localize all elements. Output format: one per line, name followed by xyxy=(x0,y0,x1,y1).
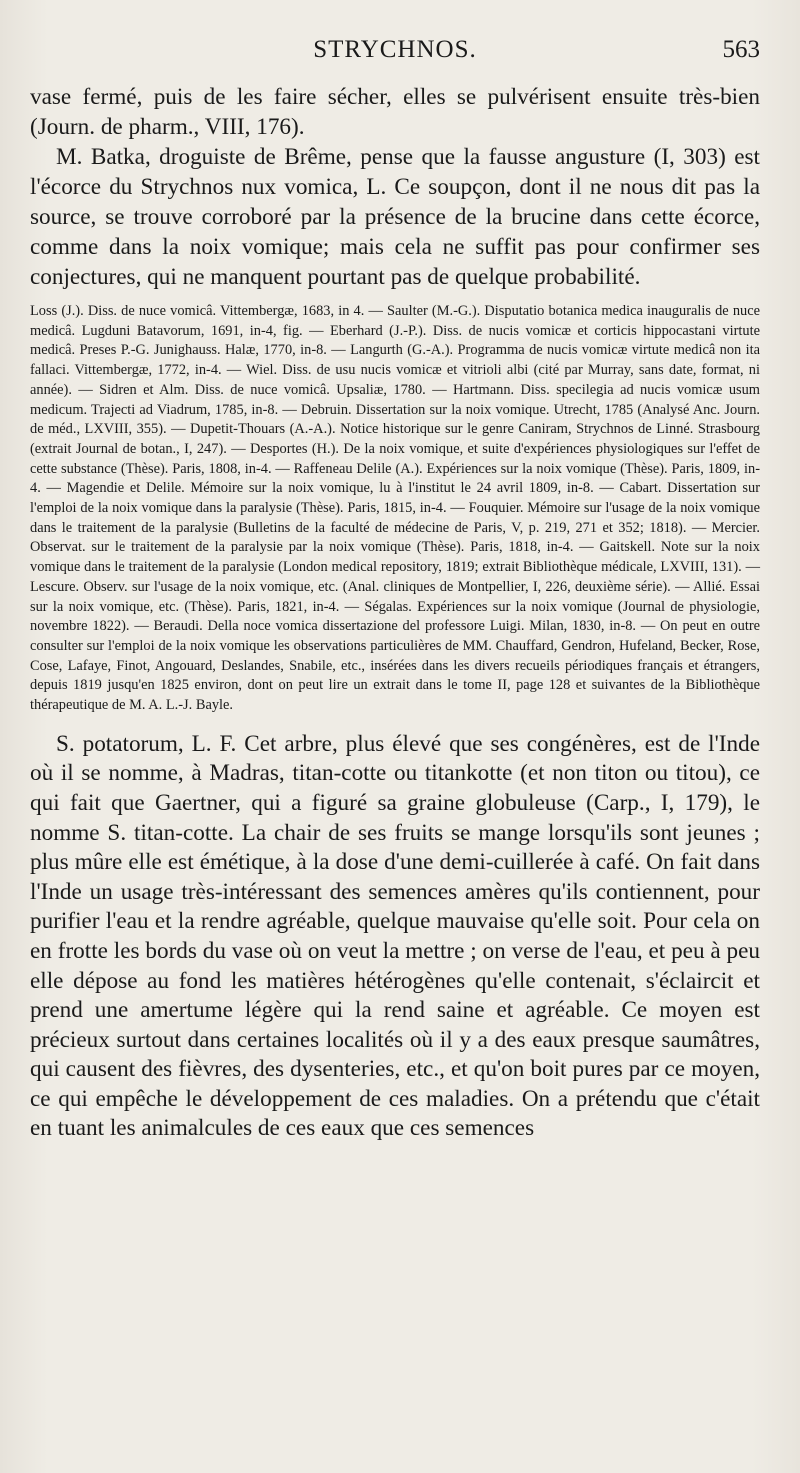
bibliography-text: Loss (J.). Diss. de nuce vomicâ. Vittembergæ, 1683, in 4. — Saulter (M.-G.). Disputatio botanica medica inauguralis de nuce medicâ. Lugduni Batavorum, 1691, in-4, fig. — Eberhard (J.-P.). Diss. de nucis vomicæ et corticis hippocastani virtute medicâ. Preses P.-G. Junighauss. Halæ, 1770, in-8. — Langurth (G.-A.). Programma de nucis vomicæ virtute medicâ non ita fallaci. Vittembergæ, 1772, in-4. — Wiel. Diss. de usu nucis vomicæ et vitrioli albi (cité par Murray, sans date, format, ni année). — Sidren et Alm. Diss. de nuce vomicâ. Upsaliæ, 1780. — Hartmann. Diss. specilegia ad nucis vomicæ usum medicum. Trajecti ad Viadrum, 1785, in-8. — Debruin. Dissertation sur la noix vomique. Utrecht, 1785 (Analysé Anc. Journ. de méd., LXVIII, 355). — Dupetit-Thouars (A.-A.). Notice historique sur le genre Caniram, Strychnos de Linné. Strasbourg (extrait Journal de botan., I, 247). — Desportes (H.). De la noix vomique, et suite d'expériences physiologiques sur l'effet de cette substance (Thèse). Paris, 1808, in-4. — Raffeneau Delile (A.). Expériences sur la noix vomique (Thèse). Paris, 1809, in-4. — Magendie et Delile. Mémoire sur la noix vomique, lu à l'institut le 24 avril 1809, in-8. — Cabart. Dissertation sur l'emploi de la noix vomique dans la paralysie (Thèse). Paris, 1815, in-4. — Fouquier. Mémoire sur l'usage de la noix vomique dans le traitement de la paralysie (Bulletins de la faculté de médecine de Paris, V, p. 219, 271 et 352; 1818). — Mercier. Observat. sur le traitement de la paralysie par la noix vomique (Thèse). Paris, 1818, in-4. — Gaitskell. Note sur la noix vomique dans le traitement de la paralysie (London medical repository, 1819; extrait Bibliothèque médicale, LXVIII, 131). — Lescure. Observ. sur l'usage de la noix vomique, etc. (Anal. cliniques de Montpellier, I, 226, deuxième série). — Allié. Essai sur la noix vomique, etc. (Thèse). Paris, 1821, in-4. — Ségalas. Expériences sur la noix vomique (Journal de physiologie, novembre 1822). — Beraudi. Della noce vomica dissertazione del professore Luigi. Milan, 1830, in-8. — On peut en outre consulter sur l'emploi de la noix vomique les observations particulières de MM. Chauffard, Gendron, Hufeland, Becker, Rose, Cose, Lafaye, Finot, Angouard, Deslandes, Snabile, etc., insérées dans les divers recueils périodiques français et étrangers, depuis 1819 jusqu'en 1825 environ, dont on peut lire un extrait dans le tome II, page 128 et suivantes de la Bibliothèque thérapeutique de M. A. L.-J. Bayle. xyxy=(30,303,760,714)
page-number: 563 xyxy=(722,36,760,63)
paragraph-continuation: vase fermé, puis de les faire sécher, elles se pulvérisent ensuite très-bien (Journ. de pharm., VIII, 176). xyxy=(30,84,760,140)
bibliography-block xyxy=(30,302,760,716)
paragraph-potatorum: S. potatorum, L. F. Cet arbre, plus élevé que ses congénères, est de l'Inde où il se nomme, à Madras, titan-cotte ou titankotte (et non titon ou titou), ce qui fait que Gaertner, qui a figuré sa graine globuleuse (Carp., I, 179), le nomme S. titan-cotte. La chair de ses fruits se mange lorsqu'ils sont jeunes ; plus mûre elle est émétique, à la dose d'une demi-cuillerée à café. On fait dans l'Inde un usage très-intéressant des semences amères qu'ils contiennent, pour purifier l'eau et la rendre agréable, quelque mauvaise qu'elle soit. Pour cela on en frotte les bords du vase où on veut la mettre ; on verse de l'eau, et peu à peu elle dépose au fond les matières hétérogènes qu'elle contenait, s'éclaircit et prend une amertume légère qui la rend saine et agréable. Ce moyen est précieux surtout dans certaines localités où il y a des eaux presque saumâtres, qui causent des fièvres, des dysenteries, etc., et qu'on boit pures par ce moyen, ce qui empêche le développement de ces maladies. On a prétendu que c'était en tuant les animalcules de ces eaux que ces semences xyxy=(30,730,760,1142)
upper-text xyxy=(30,82,760,292)
running-head: STRYCHNOS. xyxy=(313,36,477,63)
page-header xyxy=(30,36,760,76)
paragraph-batka: M. Batka, droguiste de Brême, pense que la fausse angusture (I, 303) est l'écorce du Strychnos nux vomica, L. Ce soupçon, dont il ne nous dit pas la source, se trouve corroboré par la présence de la brucine dans cette écorce, comme dans la noix vomique; mais cela ne suffit pas pour confirmer ses conjectures, qui ne manquent pourtant pas de quelque probabilité. xyxy=(30,144,760,290)
lower-text xyxy=(30,730,760,1144)
